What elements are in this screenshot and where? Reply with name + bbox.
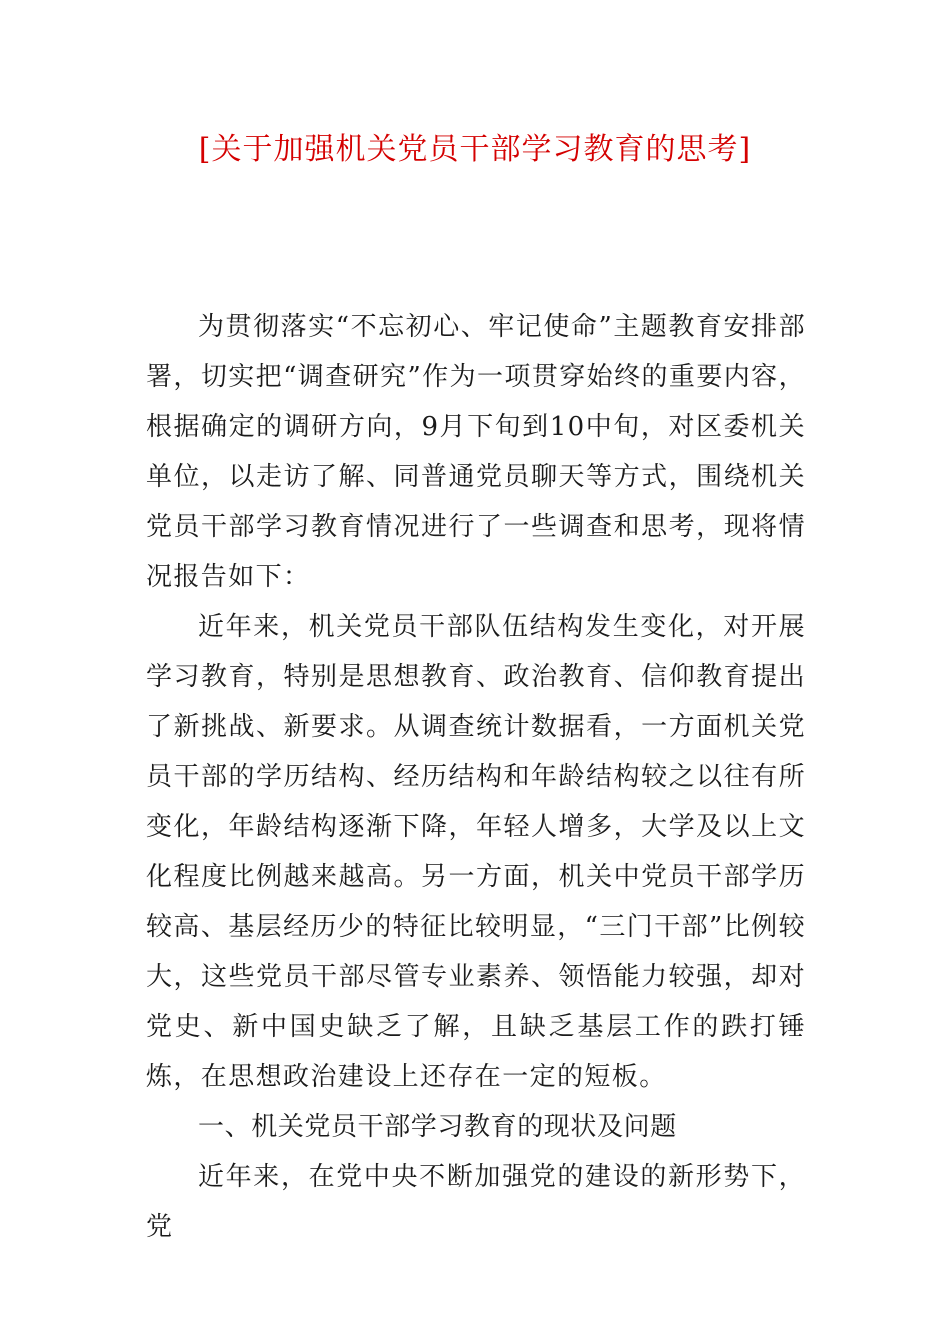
document-title: [关于加强机关党员干部学习教育的思考] [198,132,752,167]
paragraph-intro: 为贯彻落实“不忘初心、牢记使命”主题教育安排部署，切实把“调查研究”作为一项贯穿始终的重要内容，根据确定的调研方向，9月下旬到10中旬，对区委机关单位，以走访了解、同普通党员聊天等方式，围绕机关党员干部学习教育情况进行了一些调查和思考，现将情况报告如下： [146,312,806,592]
paragraph-continuation: 近年来，在党中央不断加强党的建设的新形势下，党 [146,1162,806,1242]
paragraph-background: 近年来，机关党员干部队伍结构发生变化，对开展学习教育，特别是思想教育、政治教育、信仰教育提出了新挑战、新要求。从调查统计数据看，一方面机关党员干部的学历结构、经历结构和年龄结构较之以往有所变化，年龄结构逐渐下降，年轻人增多，大学及以上文化程度比例越来越高。另一方面，机关中党员干部学历较高、基层经历少的特征比较明显，“三门干部”比例较大，这些党员干部尽管专业素养、领悟能力较强，却对党史、新中国史缺乏了解，且缺乏基层工作的跌打锤炼，在思想政治建设上还存在一定的短板。 [146,612,806,1092]
section-heading: 一、机关党员干部学习教育的现状及问题 [198,1112,677,1142]
document-body [146,302,806,1252]
